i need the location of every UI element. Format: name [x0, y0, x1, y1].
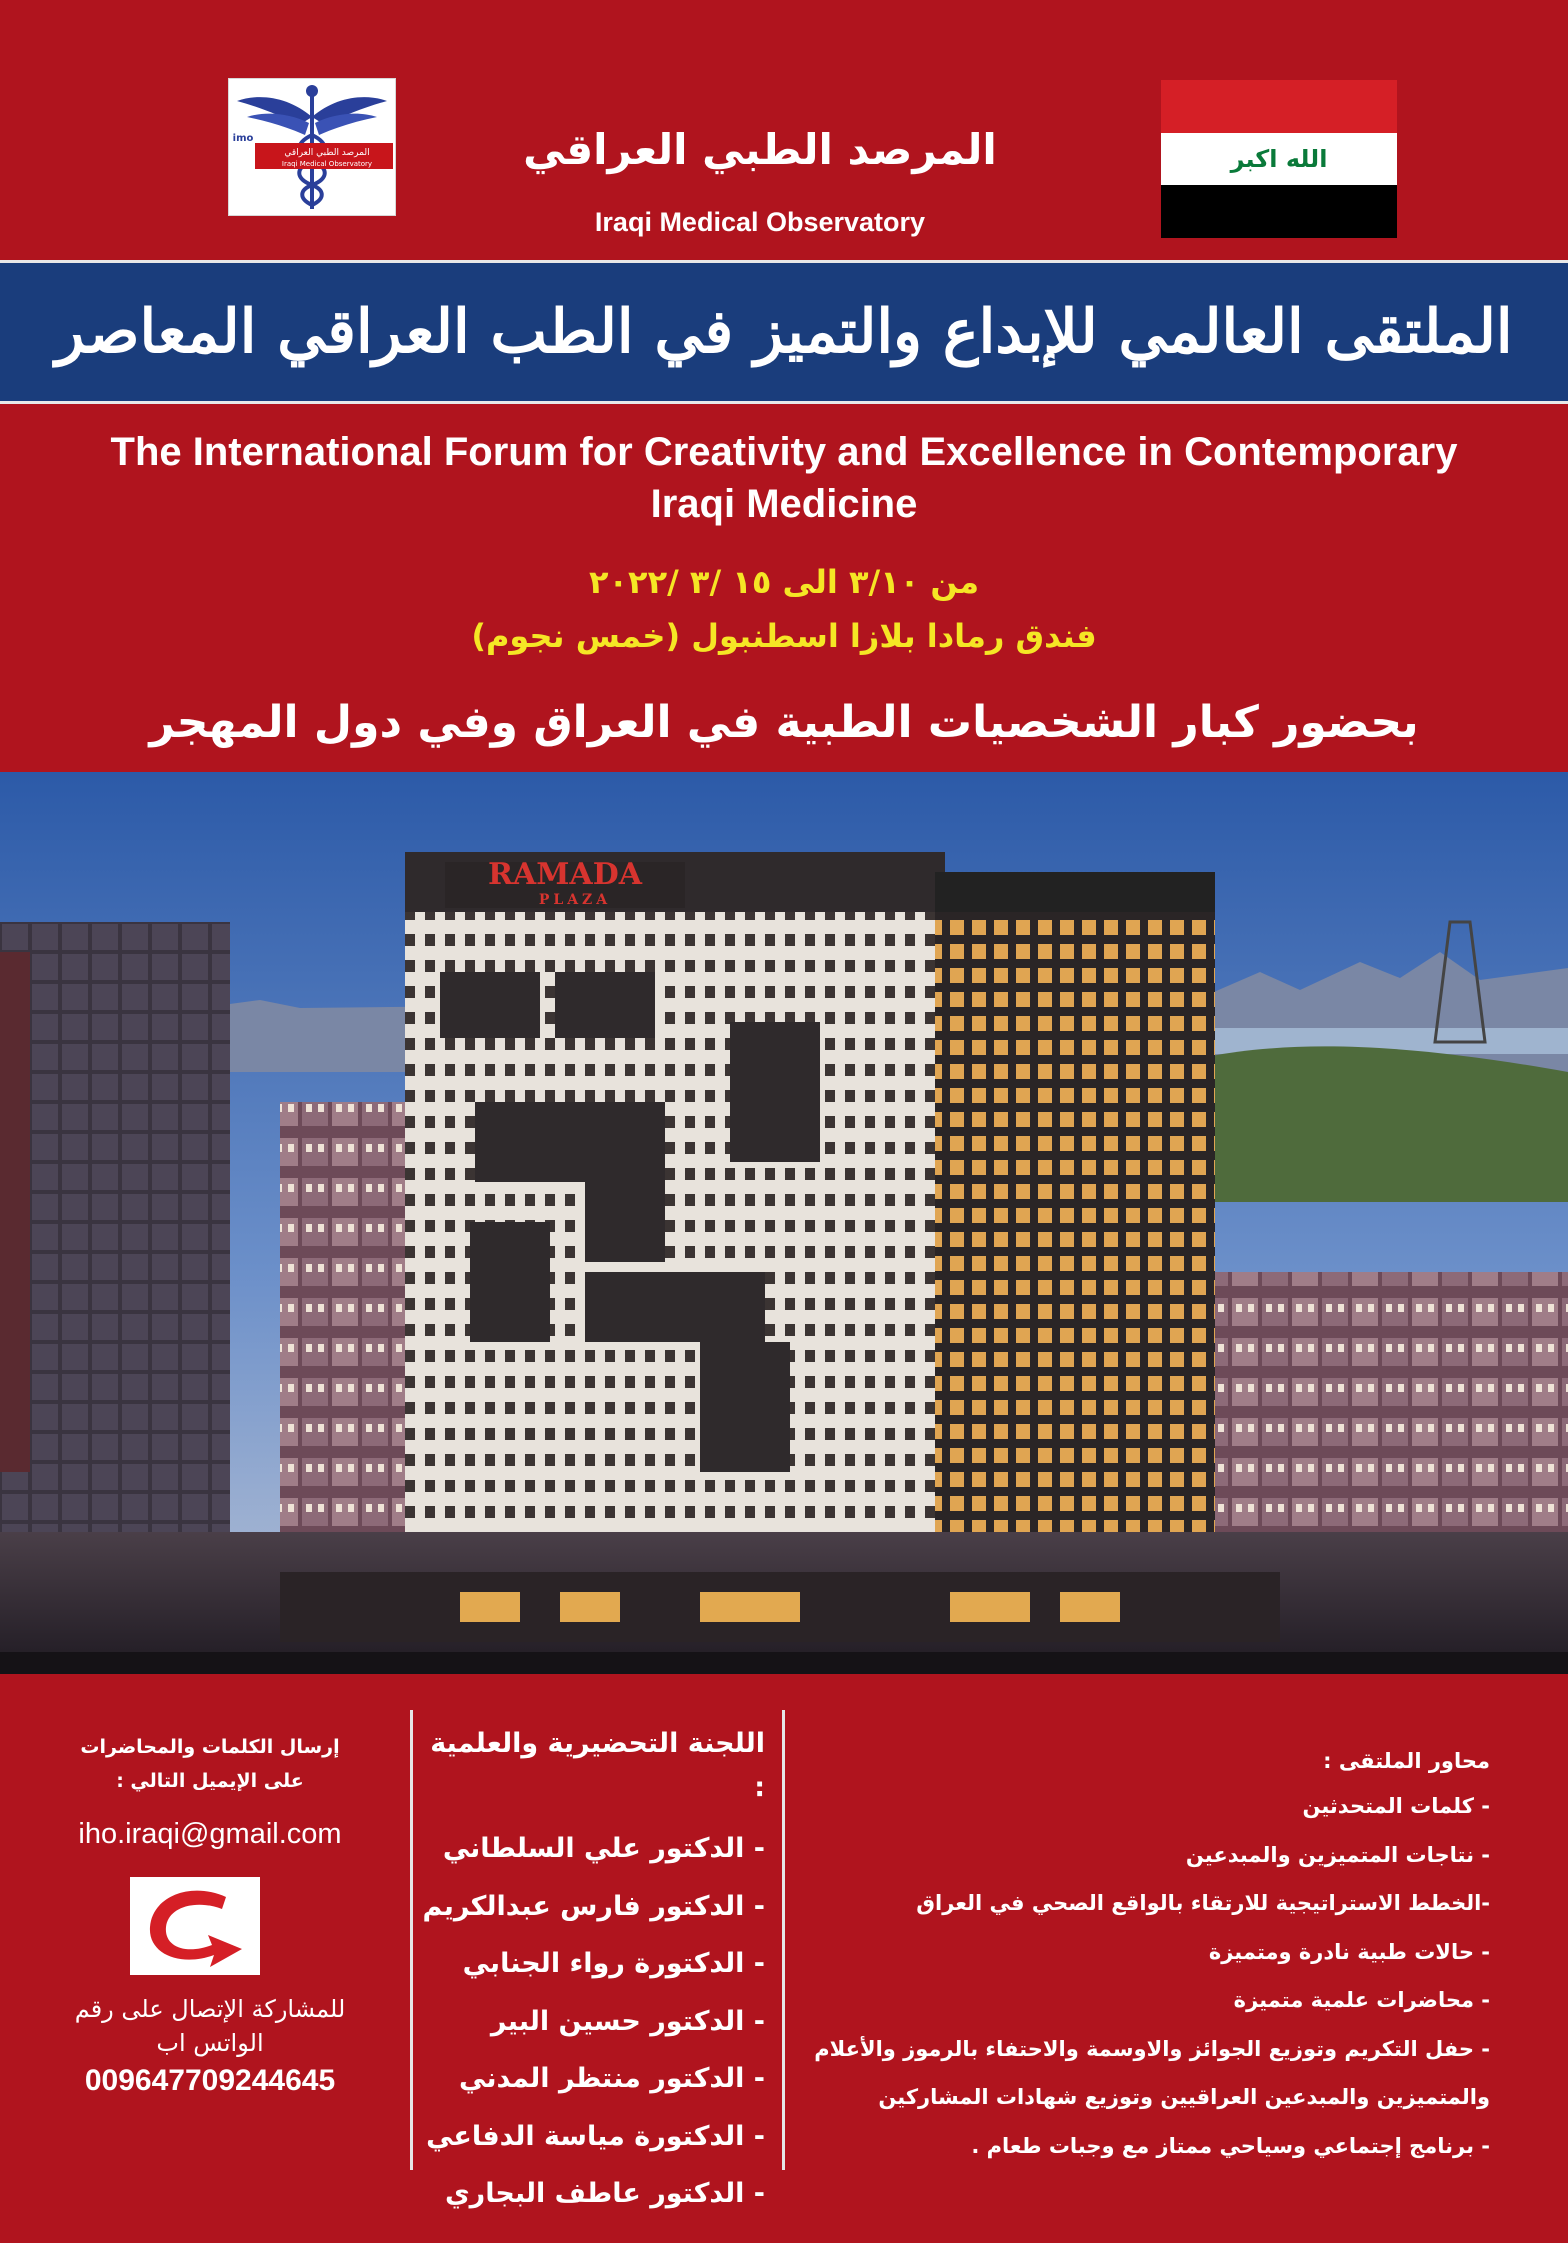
forum-axis-item: - برنامج إجتماعي وسياحي ممتاز مع وجبات طعام .	[971, 2133, 1490, 2158]
forum-title-arabic: الملتقى العالمي للإبداع والتميز في الطب العراقي المعاصر	[55, 297, 1513, 367]
committee-member: - الدكتور حسين البير	[490, 2005, 765, 2037]
forum-axis-item: - حالات طبية نادرة ومتميزة	[1208, 1939, 1490, 1964]
forum-title-english: The International Forum for Creativity and Excellence in Contemporary Iraqi Medicine	[110, 430, 1458, 526]
iraq-flag	[1161, 80, 1397, 238]
flag-stripe-black	[1161, 185, 1397, 238]
forum-axis-item: - حفل التكريم وتوزيع الجوائز والاوسمة والاحتفاء بالرموز والأعلام	[814, 2036, 1490, 2061]
committee-title: اللجنة التحضيرية والعلمية :	[430, 1728, 765, 1803]
hotel-sign: RAMADA	[488, 857, 642, 892]
whatsapp-label: للمشاركة الإتصال على رقم الواتس اب	[74, 1995, 346, 2057]
forum-axis-item: والمتميزين والمبدعين العراقيين وتوزيع شهادات المشاركين	[878, 2085, 1490, 2109]
logo-text-en: Iraqi Medical Observatory	[281, 160, 373, 168]
hotel-sign-sub: PLAZA	[538, 892, 612, 908]
hotel-photo	[0, 772, 1568, 1674]
committee-member: - الدكتور منتظر المدني	[459, 2063, 765, 2094]
forum-axes-list	[814, 1782, 1490, 2170]
column-divider	[410, 1710, 413, 2170]
attendance-statement: بحضور كبار الشخصيات الطبية في العراق وفي دول المهجر	[149, 697, 1419, 748]
imo-logo	[228, 78, 396, 216]
logo-text-ar: المرصد الطبي العراقي	[284, 148, 370, 158]
org-name-english: Iraqi Medical Observatory	[594, 207, 926, 237]
committee-list	[415, 1820, 765, 2223]
committee-member: - الدكتور عاطف البجاري	[444, 2178, 765, 2209]
curved-arrow-icon	[130, 1877, 260, 1975]
committee-member: - الدكتور فارس عبدالكريم	[422, 1890, 765, 1922]
org-name-arabic: المرصد الطبي العراقي	[523, 125, 997, 174]
forum-dates: من ٣/١٠ الى ١٥ /٣ /٢٠٢٢	[588, 563, 980, 601]
committee-member: - الدكتورة رواء الجنابي	[462, 1948, 765, 1979]
flag-stripe-white	[1161, 133, 1397, 186]
forum-venue: فندق رمادا بلازا اسطنبول (خمس نجوم)	[471, 617, 1097, 655]
committee-section	[415, 1722, 765, 2223]
forum-axes-section	[814, 1744, 1490, 2170]
forum-axis-item: - نتاجات المتميزين والمبدعين	[1185, 1842, 1490, 1867]
caduceus-logo-icon	[229, 79, 395, 215]
committee-member: - الدكتور علي السلطاني	[442, 1833, 765, 1864]
whatsapp-number[interactable]: 009647709244645	[84, 2064, 336, 2097]
forum-axes-title: محاور الملتقى :	[1323, 1749, 1490, 1773]
share-arrow-logo	[130, 1877, 260, 1975]
flag-stripe-red	[1161, 80, 1397, 133]
column-divider	[782, 1710, 785, 2170]
flag-takbir-text: الله اكبر	[1230, 144, 1328, 173]
send-papers-label: إرسال الكلمات والمحاضرات على الإيميل التالي :	[80, 1736, 340, 1792]
committee-member: - الدكتورة مياسة الدفاعي	[426, 2120, 765, 2152]
contact-email[interactable]: iho.iraqi@gmail.com	[78, 1818, 342, 1850]
forum-axis-item: -الخطط الاستراتيجية للارتقاء بالواقع الصحي في العراق	[916, 1891, 1490, 1915]
forum-axis-item: - محاضرات علمية متميزة	[1233, 1988, 1490, 2012]
hotel-illustration	[0, 772, 1568, 1674]
forum-axis-item: - كلمات المتحدثين	[1302, 1794, 1490, 1818]
logo-abbr: imo	[232, 133, 254, 144]
